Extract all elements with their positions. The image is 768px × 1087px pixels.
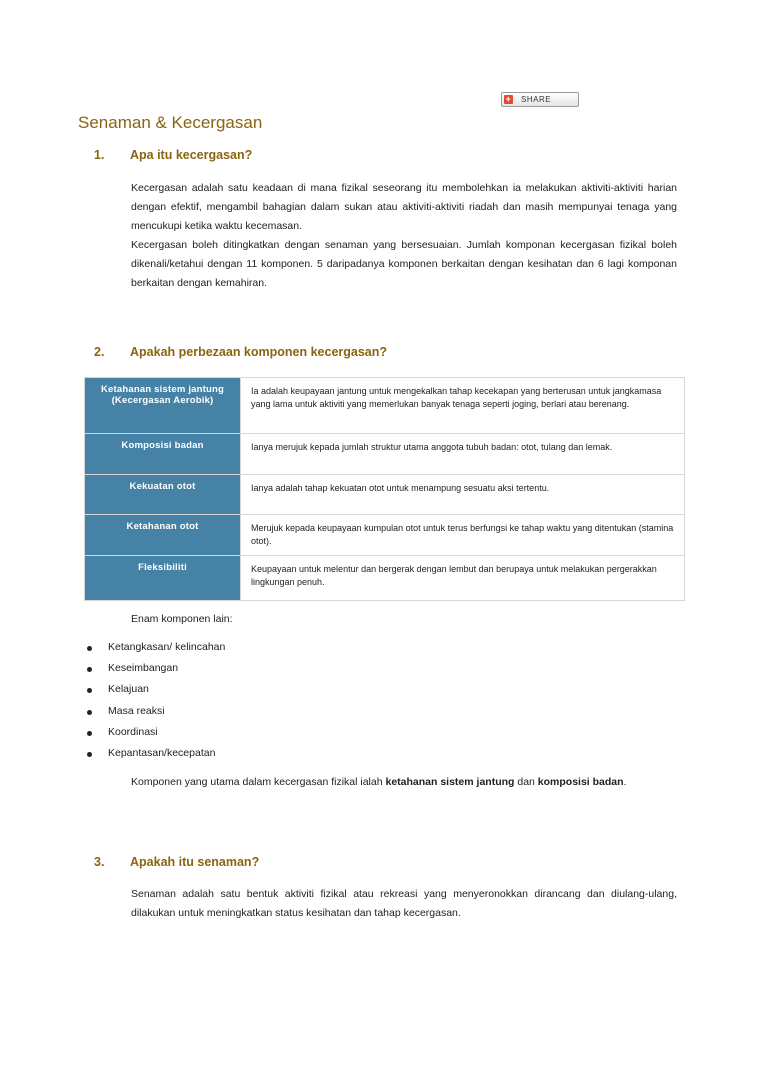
component-name: Komposisi badan — [85, 434, 241, 475]
list-item: Ketangkasan/ kelincahan — [84, 641, 225, 662]
component-name: Fleksibiliti — [85, 556, 241, 601]
section-number: 2. — [94, 345, 105, 359]
other-components-list — [84, 641, 225, 768]
section-title: Apakah itu senaman? — [130, 855, 260, 869]
summary-text: . — [623, 776, 627, 788]
table-row — [85, 556, 685, 601]
table-row — [85, 475, 685, 515]
list-item: Kelajuan — [84, 683, 225, 704]
plus-icon: + — [505, 94, 512, 104]
summary-bold-text: ketahanan sistem jantung — [385, 776, 515, 788]
section-number: 1. — [94, 148, 105, 162]
section-1-paragraph-2: Kecergasan boleh ditingkatkan dengan senaman yang bersesuaian. Jumlah komponan kecergasan fizikal boleh dikenali/ketahui dengan 11 komponen. 5 daripadanya komponen berkaitan dengan kesihatan dan 6 lagi komponan berkaitan dengan kemahiran. — [131, 239, 677, 289]
list-item: Keseimbangan — [84, 662, 225, 683]
section-3-paragraph: Senaman adalah satu bentuk aktiviti fizikal atau rekreasi yang menyeronokkan dirancang dan diulang-ulang, dilakukan untuk meningkatkan status kesihatan dan tahap kecergasan. — [131, 888, 677, 919]
component-name: Kekuatan otot — [85, 475, 241, 515]
summary-text: Komponen yang utama dalam kecergasan fizikal ialah — [131, 776, 386, 788]
table-row — [85, 515, 685, 556]
share-button[interactable] — [501, 92, 579, 107]
main-components-summary — [131, 773, 677, 792]
component-description: Ianya adalah tahap kekuatan otot untuk menampung sesuatu aksi tertentu. — [241, 475, 685, 515]
summary-bold-text: komposisi badan — [537, 776, 624, 788]
section-number: 3. — [94, 855, 105, 869]
page-title: Senaman & Kecergasan — [78, 113, 263, 132]
component-description: Merujuk kepada keupayaan kumpulan otot untuk terus berfungsi ke tahap waktu yang ditentukan (stamina otot). — [241, 515, 685, 556]
list-item: Kepantasan/kecepatan — [84, 747, 225, 768]
component-name: Ketahanan sistem jantung (Kecergasan Aerobik) — [85, 378, 241, 434]
component-description: Ianya merujuk kepada jumlah struktur utama anggota tubuh badan: otot, tulang dan lemak. — [241, 434, 685, 475]
section-title: Apakah perbezaan komponen kecergasan? — [130, 345, 388, 359]
share-button-label: SHARE — [521, 95, 552, 104]
summary-text: dan — [514, 776, 538, 788]
component-description: Keupayaan untuk melentur dan bergerak dengan lembut dan berupaya untuk melakukan pergerakkan lingkungan penuh. — [241, 556, 685, 601]
table-row — [85, 434, 685, 475]
table-row — [85, 378, 685, 434]
section-title: Apa itu kecergasan? — [130, 148, 253, 162]
section-1-paragraph-1: Kecergasan adalah satu keadaan di mana fizikal seseorang itu membolehkan ia melakukan aktiviti-aktiviti harian dengan efektif, mengambil bahagian dalam sukan atau aktiviti-aktiviti riadah dan masih mempunyai tenaga yang mencukupi ketika waktu kecemasan. — [131, 182, 677, 232]
list-item: Masa reaksi — [84, 705, 225, 726]
fitness-components-table — [84, 377, 685, 601]
list-item: Koordinasi — [84, 726, 225, 747]
component-description: Ia adalah keupayaan jantung untuk mengekalkan tahap kecekapan yang berterusan untuk jangkamasa yang lama untuk aktiviti yang memerlukan banyak tenaga seperti joging, berlari atau berenang. — [241, 378, 685, 434]
component-name: Ketahanan otot — [85, 515, 241, 556]
other-components-intro: Enam komponen lain: — [131, 613, 233, 625]
